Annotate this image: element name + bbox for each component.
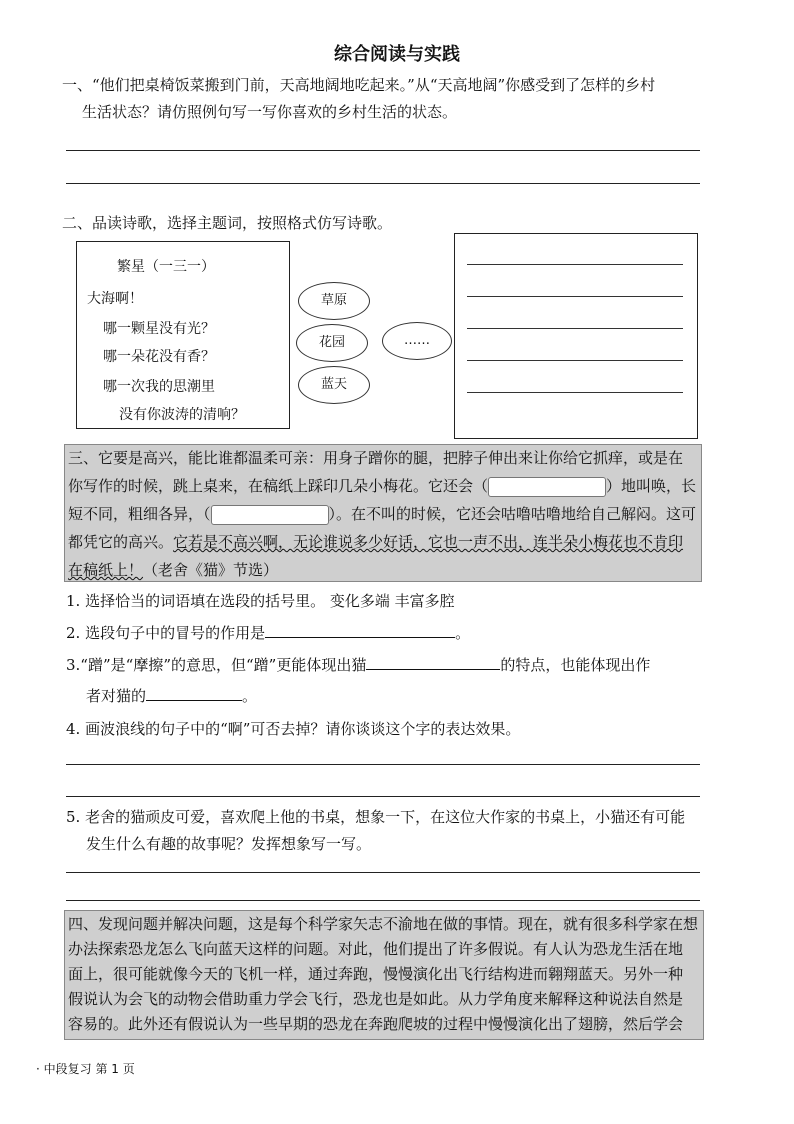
poem-line: 大海啊！ bbox=[87, 291, 143, 307]
poem-line: 没有你波涛的清响？ bbox=[119, 407, 245, 423]
sub-question-4: 4. 画波浪线的句子中的“啊”可否去掉？请你谈谈这个字的表达效果。 bbox=[66, 720, 521, 738]
poem-box bbox=[76, 241, 290, 429]
sub-question-3: 3.“蹭”是“摩擦”的意思，但“蹭”更能体现出猫 的特点，也能体现出作 者对猫的 。 bbox=[66, 652, 706, 710]
wavy-sentence-end: 在稿纸上！ bbox=[68, 561, 144, 579]
passage-line: 三、它要是高兴，能比谁都温柔可亲：用身子蹭你的腿，把脖子伸出来让你给它抓痒，或是在 bbox=[68, 449, 684, 467]
answer-line[interactable] bbox=[66, 150, 700, 151]
answer-line[interactable] bbox=[467, 264, 683, 265]
passage-line: 办法探索恐龙怎么飞向蓝天这样的问题。对此，他们提出了许多假说。有人认为恐龙生活在地 bbox=[68, 940, 684, 958]
answer-line[interactable] bbox=[66, 764, 700, 765]
poem-line: 哪一次我的思潮里 bbox=[103, 379, 215, 395]
passage-line: 面上，很可能就像今天的飞机一样，通过奔跑，慢慢演化出飞行结构进而翱翔蓝天。另外一种 bbox=[68, 965, 684, 983]
sub-question-5: 5. 老舍的猫顽皮可爱，喜欢爬上他的书桌，想象一下，在这位大作家的书桌上，小猫还有可能 发生什么有趣的故事呢？发挥想象写一写。 bbox=[66, 808, 686, 853]
question-1 bbox=[62, 72, 752, 126]
answer-line[interactable] bbox=[467, 296, 683, 297]
passage-line: 都凭它的高兴。它若是不高兴啊，无论谁说多少好话，它也一声不出，连半朵小梅花也不肯印 bbox=[68, 533, 684, 551]
fill-blank[interactable] bbox=[366, 653, 500, 670]
theme-cloud-blue-sky[interactable]: 蓝天 bbox=[298, 366, 370, 404]
theme-cloud-more[interactable]: …… bbox=[382, 322, 452, 360]
poem-title: 繁星（一三一） bbox=[117, 259, 215, 275]
page-title: 综合阅读与实践 bbox=[334, 44, 460, 65]
answer-line[interactable] bbox=[66, 900, 700, 901]
answer-line[interactable] bbox=[66, 183, 700, 184]
poem-line: 哪一颗星没有光？ bbox=[103, 321, 215, 337]
theme-cloud-garden[interactable]: 花园 bbox=[296, 324, 368, 362]
passage-line: 假说认为会飞的动物会借助重力学会飞行，恐龙也是如此。从力学角度来解释这种说法自然是 bbox=[68, 990, 684, 1008]
answer-line[interactable] bbox=[467, 328, 683, 329]
answer-line[interactable] bbox=[467, 360, 683, 361]
wavy-sentence: 它若是不高兴啊，无论谁说多少好话，它也一声不出，连半朵小梅花也不肯印 bbox=[173, 533, 684, 551]
sub-question-2: 2. 选段句子中的冒号的作用是 。 bbox=[66, 620, 470, 647]
passage-line: 在稿纸上！（老舍《猫》节选） bbox=[68, 561, 279, 579]
poem-line: 哪一朵花没有香？ bbox=[103, 349, 215, 365]
question-2-heading: 二、品读诗歌，选择主题词，按照格式仿写诗歌。 bbox=[62, 214, 393, 232]
answer-line[interactable] bbox=[467, 392, 683, 393]
question-1-line-2: 生活状态？请仿照例句写一写你喜欢的乡村生活的状态。 bbox=[82, 103, 458, 121]
passage-line: 容易的。此外还有假说认为一些早期的恐龙在奔跑爬坡的过程中慢慢演化出了翅膀，然后学会 bbox=[68, 1015, 684, 1033]
question-1-line-1: 一、“他们把桌椅饭菜搬到门前，天高地阔地吃起来。”从“天高地阔”你感受到了怎样的乡村 bbox=[62, 76, 656, 94]
passage-line: 短不同，粗细各异，（ ）。在不叫的时候，它还会咕噜咕噜地给自己解闷。这可 bbox=[68, 505, 697, 523]
fill-blank[interactable] bbox=[146, 684, 242, 701]
answer-line[interactable] bbox=[66, 872, 700, 873]
cat-passage bbox=[68, 444, 704, 584]
sub-question-1: 1. 选择恰当的词语填在选段的括号里。 变化多端 丰富多腔 bbox=[66, 592, 455, 610]
fill-blank[interactable] bbox=[265, 621, 455, 638]
passage-line: 四、发现问题并解决问题，这是每个科学家矢志不渝地在做的事情。现在，就有很多科学家在想 bbox=[68, 915, 699, 933]
poem-answer-box[interactable] bbox=[454, 233, 698, 439]
page-footer: · 中段复习 第 1 页 bbox=[36, 1062, 135, 1076]
blank-box-2[interactable] bbox=[211, 505, 329, 525]
theme-cloud-grassland[interactable]: 草原 bbox=[298, 282, 370, 320]
answer-line[interactable] bbox=[66, 796, 700, 797]
dinosaur-passage bbox=[68, 912, 708, 1037]
blank-box-1[interactable] bbox=[488, 477, 606, 497]
passage-line: 你写作的时候，跳上桌来，在稿纸上踩印几朵小梅花。它还会（ ）地叫唤，长 bbox=[68, 477, 697, 495]
